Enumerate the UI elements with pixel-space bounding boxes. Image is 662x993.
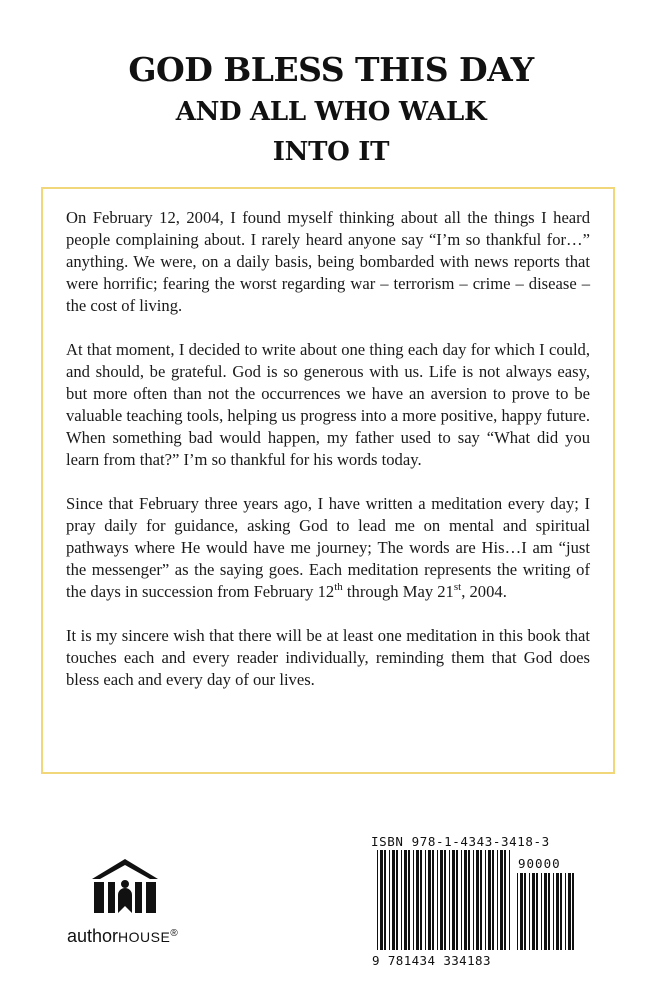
barcode-bar bbox=[473, 850, 474, 950]
barcode-bar bbox=[437, 850, 438, 950]
barcode-bar bbox=[476, 850, 479, 950]
title-line-2: AND ALL WHO WALK bbox=[175, 97, 487, 127]
paragraph-4: It is my sincere wish that there will be at least one meditation in this book that touches each and every reader individually, reminding them that God does bless each and every day of our lives. bbox=[66, 626, 590, 689]
barcode-bar bbox=[529, 873, 530, 950]
barcode-bar bbox=[500, 850, 503, 950]
price-code: 90000 bbox=[518, 856, 561, 871]
isbn-text: ISBN 978-1-4343-3418-3 bbox=[371, 834, 550, 849]
barcode-bar bbox=[452, 850, 455, 950]
barcode-bar bbox=[440, 850, 443, 950]
barcode-bar bbox=[444, 850, 446, 950]
barcode-bar bbox=[548, 873, 550, 950]
barcode-bar bbox=[377, 850, 378, 950]
barcode-bar bbox=[532, 873, 535, 950]
barcode-bar bbox=[428, 850, 431, 950]
barcode-bar bbox=[425, 850, 426, 950]
barcode-bar bbox=[497, 850, 498, 950]
barcode-bar bbox=[488, 850, 491, 950]
back-cover-text bbox=[66, 207, 590, 713]
barcode-bar bbox=[449, 850, 450, 950]
barcode-bar bbox=[468, 850, 470, 950]
barcode-bar bbox=[544, 873, 547, 950]
barcode-bar bbox=[461, 850, 462, 950]
barcode-bar bbox=[389, 850, 390, 950]
paragraph-2: At that moment, I decided to write about one thing each day for which I could, and should, be grateful. God is so generous with us. Life is not always easy, but more often than not the occurrences we have an aversion to prove to be valuable teaching tools, helping us progress into a more positive, happy future. When something bad would happen, my father used to say “What did you learn from that?” I’m so thankful for his words today. bbox=[66, 340, 590, 469]
publisher-logo-icon bbox=[90, 857, 160, 917]
barcode-bar bbox=[480, 850, 482, 950]
barcode-bar bbox=[492, 850, 494, 950]
title-line-3: INTO IT bbox=[272, 137, 390, 167]
barcode-bar bbox=[404, 850, 407, 950]
publisher-name: authorHOUSE® bbox=[67, 926, 178, 946]
barcode-bar bbox=[485, 850, 486, 950]
barcode-bar bbox=[416, 850, 419, 950]
barcode-bar bbox=[464, 850, 467, 950]
barcode-bar bbox=[565, 873, 566, 950]
barcode-bar bbox=[560, 873, 562, 950]
barcode-bar bbox=[432, 850, 434, 950]
ean-number: 9 781434 334183 bbox=[372, 953, 491, 968]
barcode-bar bbox=[420, 850, 422, 950]
paragraph-3: Since that February three years ago, I have written a meditation every day; I pray daily for guidance, asking God to lead me on mental and spiritual pathways where He would have me journey; The words are His…I am “just the messenger” as the saying goes. Each meditation represents the writing of the days in succession from February 12th through May 21st, 2004. bbox=[66, 494, 590, 601]
barcode-bar bbox=[384, 850, 386, 950]
paragraph-1: On February 12, 2004, I found myself thinking about all the things I heard people complaining about. I rarely heard anyone say “I’m so thankful for…” anything. We were, on a daily basis, being bombarded with news reports that were horrific; fearing the worst regarding war – terrorism – crime – disease – the cost of living. bbox=[66, 208, 590, 315]
barcode-bar bbox=[572, 873, 574, 950]
barcode-bar bbox=[556, 873, 559, 950]
title-line-1: GOD BLESS THIS DAY bbox=[128, 50, 534, 89]
barcode-bar bbox=[568, 873, 571, 950]
barcode-bar bbox=[392, 850, 395, 950]
barcode-bar bbox=[396, 850, 398, 950]
barcode-bar bbox=[553, 873, 554, 950]
barcode-bar bbox=[380, 850, 383, 950]
barcode-bar bbox=[524, 873, 526, 950]
barcode-bar bbox=[413, 850, 414, 950]
barcode-bar bbox=[536, 873, 538, 950]
barcode-area bbox=[371, 834, 581, 974]
barcode-bar bbox=[401, 850, 402, 950]
barcode-bar bbox=[504, 850, 506, 950]
barcode-bar bbox=[517, 873, 518, 950]
barcode-bars bbox=[371, 850, 581, 954]
barcode-bar bbox=[509, 850, 510, 950]
barcode-bar bbox=[541, 873, 542, 950]
barcode-bar bbox=[456, 850, 458, 950]
barcode-bar bbox=[408, 850, 410, 950]
barcode-bar bbox=[520, 873, 523, 950]
